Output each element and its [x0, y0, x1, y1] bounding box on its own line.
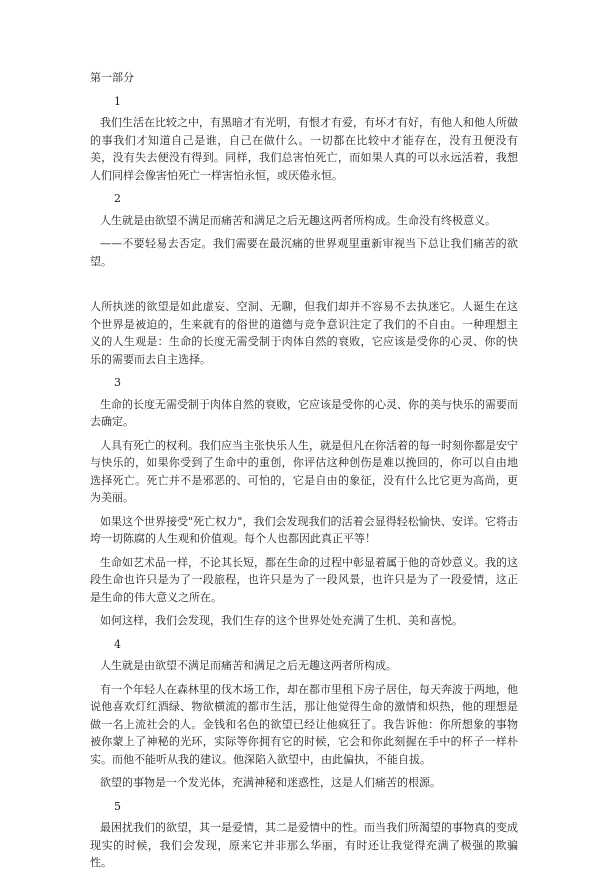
paragraph: 最困扰我们的欲望，其一是爱情，其二是爱情中的性。而当我们所渴望的事物真的变成现实的时候，我们会发现，原来它并非那么华丽，有时还让我觉得充满了极强的欺骗性。	[90, 821, 518, 869]
section-5	[90, 798, 518, 872]
section-number: 2	[114, 192, 121, 205]
section-4	[90, 636, 518, 792]
section-number: 1	[114, 94, 121, 108]
paragraph: 如何这样，我们会发现，我们生存的这个世界处处充满了生机、美和喜悦。	[100, 614, 463, 627]
part-heading: 第一部分	[90, 71, 134, 84]
paragraph: 人所执迷的欲望是如此虚妄、空洞、无聊，但我们却并不容易不去执迷它。人诞生在这个世界是被迫的，生来就有的俗世的道德与竞争意识注定了我们的不自由。一种理想主义的人生观是：生命的长度无需受制于肉体自然的衰败，它应该是受你的心灵、你的快乐的需要而去自主选择。	[90, 300, 518, 366]
section-number: 3	[114, 376, 121, 389]
spacer	[90, 276, 518, 298]
paragraph: 人生就是由欲望不满足而痛苦和满足之后无趣这两者所构成。	[100, 659, 397, 672]
paragraph: ——不要轻易去否定。我们需要在最沉痛的世界观里重新审视当下总让我们痛苦的欲望。	[90, 237, 518, 268]
document-page	[90, 69, 518, 878]
section-1	[90, 93, 518, 185]
paragraph: 欲望的事物是一个发光体，充满神秘和迷惑性，这是人们痛苦的根源。	[100, 776, 441, 789]
paragraph: 如果这个世界接受"死亡权力"，我们会发现我们的活着会显得轻松愉快、安详。它将击垮一切陈腐的人生观和价值观。每个人也都因此真正平等！	[90, 514, 518, 545]
paragraph: 生命如艺术品一样，不论其长短，都在生命的过程中彰显着属于他的奇妙意义。我的这段生命也许只是为了一段旅程，也许只是为了一段风景，也许只是为了一段爱情，这正是生命的伟大意义之所在。	[90, 555, 518, 604]
section-number: 4	[114, 637, 121, 651]
section-3	[90, 374, 518, 630]
paragraph: 人生就是由欲望不满足而痛苦和满足之后无趣这两者所构成。生命没有终极意义。	[100, 213, 496, 227]
paragraph: 人具有死亡的权利。我们应当主张快乐人生，就是但凡在你活着的每一时刻你都是安宁与快乐的，如果你受到了生命中的重创，你评估这种创伤是难以挽回的，你可以自由地选择死亡。死亡并不是邪恶的、可怕的，它是自由的象征，没有什么比它更为高尚，更为美丽。	[90, 438, 518, 504]
paragraph: 生命的长度无需受制于肉体自然的衰败，它应该是受你的心灵、你的美与快乐的需要而去确定。	[90, 397, 518, 428]
section-number: 5	[114, 799, 121, 813]
paragraph: 有一个年轻人在森林里的伐木场工作，却在都市里租下房子居住，每天奔波于两地，他说他喜欢灯红酒绿、物欲横流的都市生活，那让他觉得生命的激情和炽热，他的理想是做一名上流社会的人。金钱和名色的欲望已经让他疯狂了。我告诉他：你所想象的事物被你蒙上了神秘的光环，实际等你拥有它的时候，它会和你此刻握在手中的杯子一样朴实。而他不能听从我的建议。他深陷入欲望中，由此偏执，不能自拔。	[90, 682, 518, 766]
section-2	[90, 190, 518, 368]
paragraph: 我们生活在比较之中，有黑暗才有光明，有恨才有爱，有坏才有好，有他人和他人所做的事我们才知道自己是谁，自己在做什么。一切都在比较中才能存在，没有丑便没有美，没有失去便没有得到。同样，我们总害怕死亡，而如果人真的可以永远活着，我想人们同样会像害怕死亡一样害怕永恒，或厌倦永恒。	[90, 116, 518, 182]
